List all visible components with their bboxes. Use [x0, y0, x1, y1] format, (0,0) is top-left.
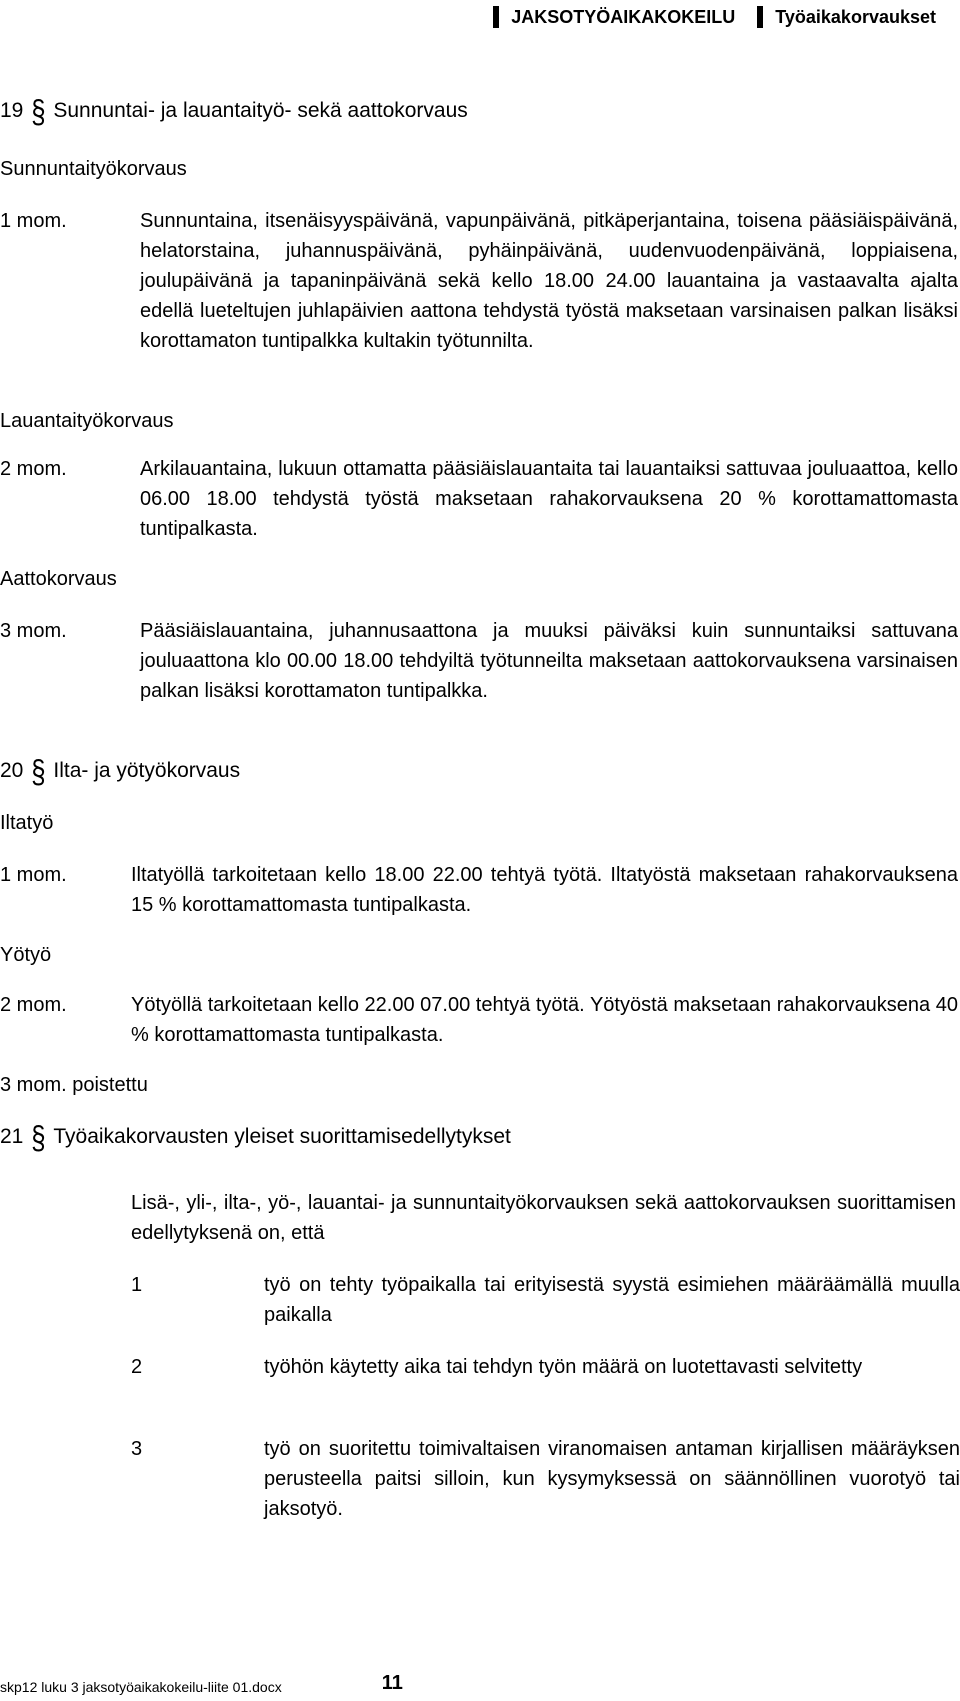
- footer-filename: skp12 luku 3 jaksotyöaikakokeilu-liite 01.docx: [0, 1679, 282, 1695]
- subheading: Aattokorvaus: [0, 568, 117, 590]
- section-heading: Työaikakorvausten yleiset suorittamisedellytykset: [53, 1125, 511, 1148]
- subheading: Sunnuntaityökorvaus: [0, 158, 187, 180]
- condition-text: työ on tehty työpaikalla tai erityisestä syystä esimiehen määräämällä muulla paikalla: [264, 1274, 960, 1326]
- section-number: 20: [0, 759, 24, 782]
- paragraph-label: 2 mom.: [0, 458, 67, 480]
- paragraph: [0, 616, 960, 706]
- section-20-title: [0, 752, 241, 790]
- condition-item: [0, 1270, 960, 1330]
- page-number: 11: [381, 1672, 403, 1694]
- paragraph-label: 3 mom.: [0, 620, 67, 642]
- page-header: [493, 6, 936, 28]
- paragraph-text: Pääsiäislauantaina, juhannusaattona ja muuksi päiväksi kuin sunnuntaiksi sattuvana jouluaattona klo 00.00 18.00 tehdyiltä työtunneilta maksetaan aattokorvauksena varsinaisen palkan lisäksi korottamaton tuntipalkka.: [140, 620, 958, 702]
- header-bar: [493, 6, 499, 28]
- section-heading: Sunnuntai- ja lauantaityö- sekä aattokorvaus: [53, 99, 468, 122]
- paragraph-label: 1 mom.: [0, 864, 67, 886]
- paragraph-sign-icon: §: [31, 92, 46, 130]
- section-heading: Ilta- ja yötyökorvaus: [53, 759, 241, 782]
- paragraph-sign-icon: §: [31, 752, 46, 790]
- paragraph-removed: 3 mom. poistettu: [0, 1074, 148, 1096]
- condition-text: työ on suoritettu toimivaltaisen viranomaisen antaman kirjallisen määräyksen perusteella paitsi silloin, kun kysymyksessä on säännöllinen vuorotyö tai jaksotyö.: [264, 1438, 960, 1520]
- paragraph-sign-icon: §: [31, 1118, 46, 1156]
- paragraph: [0, 990, 960, 1050]
- paragraph: [0, 206, 960, 356]
- paragraph-text: Iltatyöllä tarkoitetaan kello 18.00 22.00 tehtyä työtä. Iltatyöstä maksetaan rahakorvauksena 15 % korottamattomasta tuntipalkasta.: [131, 864, 958, 916]
- paragraph: [0, 454, 960, 544]
- page-footer: [0, 1672, 403, 1695]
- subheading: Yötyö: [0, 944, 52, 966]
- paragraph-label: 1 mom.: [0, 210, 67, 232]
- section-21-title: [0, 1118, 511, 1156]
- paragraph-text: Yötyöllä tarkoitetaan kello 22.00 07.00 tehtyä työtä. Yötyöstä maksetaan rahakorvauksena 40 % korottamattomasta tuntipalkasta.: [131, 994, 958, 1046]
- condition-number: 1: [131, 1274, 143, 1296]
- header-subtitle: Työaikakorvaukset: [775, 6, 936, 27]
- paragraph: [0, 860, 960, 920]
- subheading: Iltatyö: [0, 812, 54, 834]
- header-title: JAKSOTYÖAIKAKOKEILU: [511, 6, 736, 27]
- condition-text: työhön käytetty aika tai tehdyn työn määrä on luotettavasti selvitetty: [264, 1356, 863, 1378]
- section-19-title: [0, 92, 468, 130]
- header-bar: [757, 6, 763, 28]
- section-number: 21: [0, 1125, 24, 1148]
- condition-item: [0, 1434, 960, 1524]
- paragraph-text: Sunnuntaina, itsenäisyyspäivänä, vapunpäivänä, pitkäperjantaina, toisena pääsiäispäivänä, helatorstaina, juhannuspäivänä, pyhäinpäivänä, uudenvuodenpäivänä, loppiaisena, joulupäivänä ja tapaninpäivänä sekä kello 18.00 24.00 lauantaina ja vastaavalta ajalta edellä lueteltujen juhlapäivien aattona tehdystä työstä maksetaan varsinaisen palkan lisäksi korottamaton tuntipalkka kultakin työtunnilta.: [140, 210, 958, 352]
- paragraph-text: Arkilauantaina, lukuun ottamatta pääsiäislauantaita tai lauantaiksi sattuvaa jouluaattoa, kello 06.00 18.00 tehdystä työstä maksetaan rahakorvauksena 20 % korottamattomasta tuntipalkasta.: [140, 458, 958, 540]
- condition-number: 3: [131, 1438, 143, 1460]
- conditions-intro: Lisä-, yli-, ilta-, yö-, lauantai- ja sunnuntaityökorvauksen sekä aattokorvauksen suorittamisen edellytyksenä on, että: [131, 1192, 956, 1244]
- condition-item: [0, 1352, 960, 1382]
- subheading: Lauantaityökorvaus: [0, 410, 174, 432]
- section-number: 19: [0, 99, 24, 122]
- condition-number: 2: [131, 1356, 143, 1378]
- paragraph-label: 2 mom.: [0, 994, 67, 1016]
